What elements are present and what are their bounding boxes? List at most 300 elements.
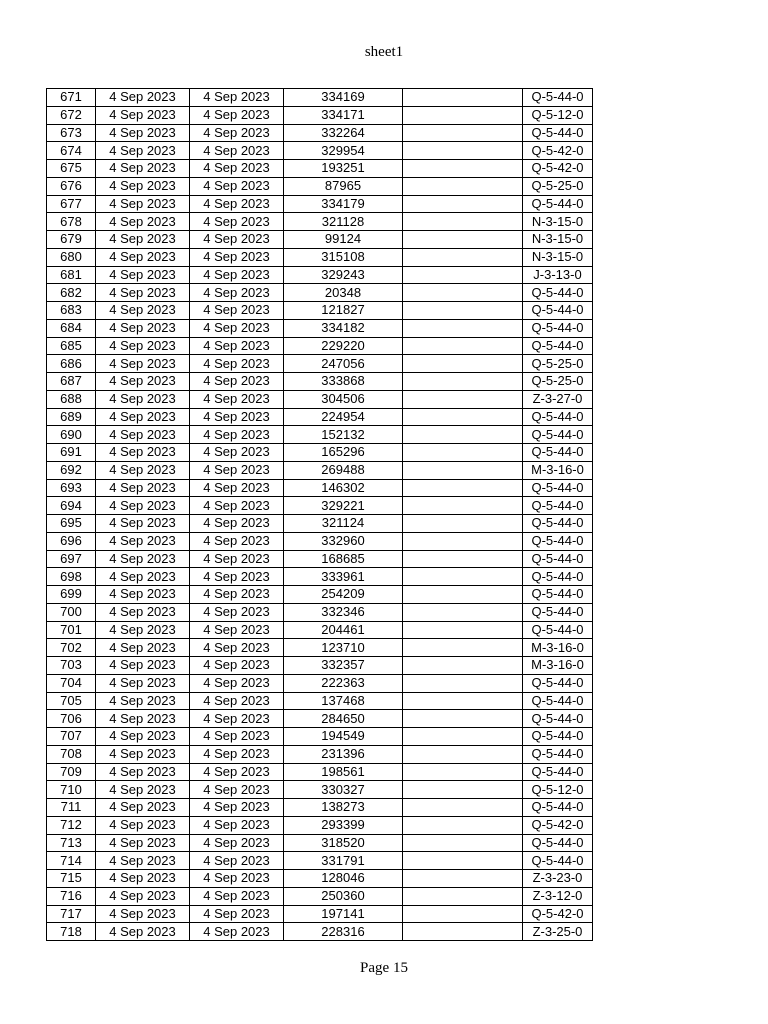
date-cell-2: 4 Sep 2023	[190, 532, 284, 550]
code-cell: Q-5-44-0	[523, 284, 593, 302]
empty-cell	[403, 160, 523, 178]
row-number-cell: 671	[47, 89, 96, 107]
code-cell: Q-5-12-0	[523, 781, 593, 799]
date-cell-2: 4 Sep 2023	[190, 461, 284, 479]
id-number-cell: 152132	[284, 426, 403, 444]
code-cell: Q-5-25-0	[523, 355, 593, 373]
code-cell: Z-3-23-0	[523, 870, 593, 888]
date-cell-1: 4 Sep 2023	[96, 408, 190, 426]
date-cell-1: 4 Sep 2023	[96, 745, 190, 763]
id-number-cell: 332357	[284, 657, 403, 675]
empty-cell	[403, 319, 523, 337]
date-cell-1: 4 Sep 2023	[96, 639, 190, 657]
table-row	[47, 639, 593, 657]
date-cell-2: 4 Sep 2023	[190, 266, 284, 284]
date-cell-1: 4 Sep 2023	[96, 568, 190, 586]
date-cell-1: 4 Sep 2023	[96, 834, 190, 852]
id-number-cell: 99124	[284, 231, 403, 249]
code-cell: N-3-15-0	[523, 213, 593, 231]
code-cell: Q-5-44-0	[523, 195, 593, 213]
table-row	[47, 160, 593, 178]
table-row	[47, 284, 593, 302]
empty-cell	[403, 124, 523, 142]
table-row	[47, 550, 593, 568]
code-cell: Z-3-27-0	[523, 390, 593, 408]
id-number-cell: 87965	[284, 177, 403, 195]
empty-cell	[403, 781, 523, 799]
table-row	[47, 728, 593, 746]
row-number-cell: 699	[47, 586, 96, 604]
table-row	[47, 89, 593, 107]
id-number-cell: 329243	[284, 266, 403, 284]
row-number-cell: 710	[47, 781, 96, 799]
row-number-cell: 674	[47, 142, 96, 160]
empty-cell	[403, 373, 523, 391]
date-cell-2: 4 Sep 2023	[190, 923, 284, 941]
date-cell-2: 4 Sep 2023	[190, 745, 284, 763]
code-cell: Q-5-44-0	[523, 799, 593, 817]
code-cell: Q-5-42-0	[523, 142, 593, 160]
row-number-cell: 709	[47, 763, 96, 781]
empty-cell	[403, 106, 523, 124]
date-cell-2: 4 Sep 2023	[190, 692, 284, 710]
row-number-cell: 687	[47, 373, 96, 391]
date-cell-1: 4 Sep 2023	[96, 231, 190, 249]
row-number-cell: 700	[47, 603, 96, 621]
row-number-cell: 679	[47, 231, 96, 249]
row-number-cell: 680	[47, 248, 96, 266]
empty-cell	[403, 692, 523, 710]
row-number-cell: 702	[47, 639, 96, 657]
row-number-cell: 682	[47, 284, 96, 302]
row-number-cell: 676	[47, 177, 96, 195]
date-cell-1: 4 Sep 2023	[96, 213, 190, 231]
empty-cell	[403, 621, 523, 639]
id-number-cell: 222363	[284, 674, 403, 692]
empty-cell	[403, 355, 523, 373]
row-number-cell: 703	[47, 657, 96, 675]
date-cell-1: 4 Sep 2023	[96, 497, 190, 515]
table-row	[47, 373, 593, 391]
id-number-cell: 331791	[284, 852, 403, 870]
empty-cell	[403, 639, 523, 657]
date-cell-2: 4 Sep 2023	[190, 550, 284, 568]
table-row	[47, 515, 593, 533]
date-cell-2: 4 Sep 2023	[190, 390, 284, 408]
id-number-cell: 321128	[284, 213, 403, 231]
id-number-cell: 197141	[284, 905, 403, 923]
table-row	[47, 834, 593, 852]
id-number-cell: 138273	[284, 799, 403, 817]
code-cell: Q-5-44-0	[523, 621, 593, 639]
id-number-cell: 123710	[284, 639, 403, 657]
date-cell-1: 4 Sep 2023	[96, 674, 190, 692]
table-row	[47, 674, 593, 692]
date-cell-1: 4 Sep 2023	[96, 923, 190, 941]
empty-cell	[403, 444, 523, 462]
date-cell-2: 4 Sep 2023	[190, 479, 284, 497]
row-number-cell: 698	[47, 568, 96, 586]
date-cell-2: 4 Sep 2023	[190, 89, 284, 107]
date-cell-1: 4 Sep 2023	[96, 692, 190, 710]
date-cell-2: 4 Sep 2023	[190, 728, 284, 746]
code-cell: J-3-13-0	[523, 266, 593, 284]
id-number-cell: 284650	[284, 710, 403, 728]
id-number-cell: 329221	[284, 497, 403, 515]
id-number-cell: 329954	[284, 142, 403, 160]
id-number-cell: 121827	[284, 302, 403, 320]
code-cell: Q-5-44-0	[523, 603, 593, 621]
id-number-cell: 193251	[284, 160, 403, 178]
date-cell-2: 4 Sep 2023	[190, 337, 284, 355]
empty-cell	[403, 390, 523, 408]
date-cell-1: 4 Sep 2023	[96, 124, 190, 142]
table-row	[47, 408, 593, 426]
date-cell-2: 4 Sep 2023	[190, 231, 284, 249]
code-cell: Q-5-44-0	[523, 745, 593, 763]
row-number-cell: 691	[47, 444, 96, 462]
code-cell: Q-5-44-0	[523, 763, 593, 781]
table-row	[47, 444, 593, 462]
date-cell-2: 4 Sep 2023	[190, 284, 284, 302]
date-cell-2: 4 Sep 2023	[190, 106, 284, 124]
date-cell-1: 4 Sep 2023	[96, 266, 190, 284]
date-cell-2: 4 Sep 2023	[190, 426, 284, 444]
date-cell-2: 4 Sep 2023	[190, 177, 284, 195]
row-number-cell: 708	[47, 745, 96, 763]
code-cell: Q-5-44-0	[523, 408, 593, 426]
date-cell-2: 4 Sep 2023	[190, 568, 284, 586]
id-number-cell: 333961	[284, 568, 403, 586]
table-row	[47, 302, 593, 320]
date-cell-1: 4 Sep 2023	[96, 887, 190, 905]
empty-cell	[403, 568, 523, 586]
date-cell-1: 4 Sep 2023	[96, 852, 190, 870]
date-cell-2: 4 Sep 2023	[190, 248, 284, 266]
row-number-cell: 692	[47, 461, 96, 479]
date-cell-2: 4 Sep 2023	[190, 852, 284, 870]
code-cell: M-3-16-0	[523, 639, 593, 657]
row-number-cell: 701	[47, 621, 96, 639]
table-row	[47, 710, 593, 728]
row-number-cell: 715	[47, 870, 96, 888]
table-row	[47, 816, 593, 834]
date-cell-2: 4 Sep 2023	[190, 870, 284, 888]
empty-cell	[403, 852, 523, 870]
date-cell-1: 4 Sep 2023	[96, 532, 190, 550]
data-table	[46, 88, 593, 941]
date-cell-2: 4 Sep 2023	[190, 674, 284, 692]
code-cell: Q-5-44-0	[523, 515, 593, 533]
date-cell-1: 4 Sep 2023	[96, 355, 190, 373]
date-cell-1: 4 Sep 2023	[96, 302, 190, 320]
date-cell-2: 4 Sep 2023	[190, 373, 284, 391]
table-row	[47, 355, 593, 373]
row-number-cell: 707	[47, 728, 96, 746]
id-number-cell: 332264	[284, 124, 403, 142]
table-row	[47, 426, 593, 444]
code-cell: Q-5-44-0	[523, 337, 593, 355]
date-cell-1: 4 Sep 2023	[96, 284, 190, 302]
row-number-cell: 688	[47, 390, 96, 408]
id-number-cell: 146302	[284, 479, 403, 497]
row-number-cell: 690	[47, 426, 96, 444]
id-number-cell: 332960	[284, 532, 403, 550]
code-cell: Q-5-12-0	[523, 106, 593, 124]
id-number-cell: 334179	[284, 195, 403, 213]
date-cell-2: 4 Sep 2023	[190, 799, 284, 817]
page-number: Page 15	[360, 960, 408, 976]
id-number-cell: 332346	[284, 603, 403, 621]
date-cell-2: 4 Sep 2023	[190, 586, 284, 604]
row-number-cell: 685	[47, 337, 96, 355]
empty-cell	[403, 337, 523, 355]
table-row	[47, 142, 593, 160]
row-number-cell: 678	[47, 213, 96, 231]
date-cell-2: 4 Sep 2023	[190, 213, 284, 231]
code-cell: Q-5-25-0	[523, 177, 593, 195]
empty-cell	[403, 266, 523, 284]
code-cell: Q-5-44-0	[523, 586, 593, 604]
id-number-cell: 194549	[284, 728, 403, 746]
row-number-cell: 673	[47, 124, 96, 142]
code-cell: Q-5-44-0	[523, 568, 593, 586]
code-cell: N-3-15-0	[523, 248, 593, 266]
date-cell-1: 4 Sep 2023	[96, 479, 190, 497]
table-row	[47, 692, 593, 710]
empty-cell	[403, 923, 523, 941]
date-cell-2: 4 Sep 2023	[190, 834, 284, 852]
code-cell: Q-5-42-0	[523, 905, 593, 923]
date-cell-2: 4 Sep 2023	[190, 657, 284, 675]
empty-cell	[403, 408, 523, 426]
row-number-cell: 684	[47, 319, 96, 337]
row-number-cell: 677	[47, 195, 96, 213]
date-cell-1: 4 Sep 2023	[96, 550, 190, 568]
date-cell-1: 4 Sep 2023	[96, 444, 190, 462]
code-cell: M-3-16-0	[523, 461, 593, 479]
empty-cell	[403, 302, 523, 320]
date-cell-2: 4 Sep 2023	[190, 763, 284, 781]
date-cell-2: 4 Sep 2023	[190, 816, 284, 834]
table-row	[47, 319, 593, 337]
id-number-cell: 224954	[284, 408, 403, 426]
empty-cell	[403, 905, 523, 923]
row-number-cell: 683	[47, 302, 96, 320]
table-row	[47, 195, 593, 213]
date-cell-1: 4 Sep 2023	[96, 248, 190, 266]
table-row	[47, 621, 593, 639]
date-cell-1: 4 Sep 2023	[96, 390, 190, 408]
row-number-cell: 695	[47, 515, 96, 533]
table-row	[47, 923, 593, 941]
empty-cell	[403, 816, 523, 834]
code-cell: Q-5-44-0	[523, 692, 593, 710]
table-row	[47, 603, 593, 621]
date-cell-2: 4 Sep 2023	[190, 621, 284, 639]
empty-cell	[403, 586, 523, 604]
empty-cell	[403, 710, 523, 728]
date-cell-1: 4 Sep 2023	[96, 710, 190, 728]
date-cell-1: 4 Sep 2023	[96, 89, 190, 107]
date-cell-1: 4 Sep 2023	[96, 337, 190, 355]
code-cell: Q-5-44-0	[523, 710, 593, 728]
table-row	[47, 337, 593, 355]
id-number-cell: 334171	[284, 106, 403, 124]
id-number-cell: 20348	[284, 284, 403, 302]
empty-cell	[403, 248, 523, 266]
table-row	[47, 177, 593, 195]
row-number-cell: 706	[47, 710, 96, 728]
date-cell-1: 4 Sep 2023	[96, 142, 190, 160]
table-row	[47, 124, 593, 142]
empty-cell	[403, 479, 523, 497]
empty-cell	[403, 763, 523, 781]
empty-cell	[403, 177, 523, 195]
date-cell-1: 4 Sep 2023	[96, 728, 190, 746]
code-cell: Q-5-44-0	[523, 89, 593, 107]
date-cell-1: 4 Sep 2023	[96, 816, 190, 834]
code-cell: Q-5-44-0	[523, 834, 593, 852]
code-cell: Q-5-25-0	[523, 373, 593, 391]
date-cell-1: 4 Sep 2023	[96, 426, 190, 444]
table-row	[47, 568, 593, 586]
date-cell-1: 4 Sep 2023	[96, 870, 190, 888]
row-number-cell: 716	[47, 887, 96, 905]
date-cell-1: 4 Sep 2023	[96, 657, 190, 675]
table-row	[47, 479, 593, 497]
row-number-cell: 717	[47, 905, 96, 923]
table-row	[47, 745, 593, 763]
empty-cell	[403, 532, 523, 550]
table-row	[47, 497, 593, 515]
id-number-cell: 334169	[284, 89, 403, 107]
date-cell-1: 4 Sep 2023	[96, 461, 190, 479]
code-cell: Q-5-42-0	[523, 160, 593, 178]
table-row	[47, 781, 593, 799]
code-cell: Q-5-44-0	[523, 302, 593, 320]
id-number-cell: 228316	[284, 923, 403, 941]
code-cell: N-3-15-0	[523, 231, 593, 249]
date-cell-1: 4 Sep 2023	[96, 195, 190, 213]
id-number-cell: 165296	[284, 444, 403, 462]
date-cell-2: 4 Sep 2023	[190, 142, 284, 160]
empty-cell	[403, 231, 523, 249]
empty-cell	[403, 515, 523, 533]
code-cell: Z-3-25-0	[523, 923, 593, 941]
date-cell-2: 4 Sep 2023	[190, 124, 284, 142]
date-cell-2: 4 Sep 2023	[190, 195, 284, 213]
id-number-cell: 321124	[284, 515, 403, 533]
date-cell-1: 4 Sep 2023	[96, 621, 190, 639]
code-cell: Q-5-44-0	[523, 124, 593, 142]
row-number-cell: 694	[47, 497, 96, 515]
code-cell: Q-5-44-0	[523, 444, 593, 462]
id-number-cell: 334182	[284, 319, 403, 337]
code-cell: Q-5-44-0	[523, 550, 593, 568]
table-row	[47, 248, 593, 266]
code-cell: Q-5-44-0	[523, 674, 593, 692]
date-cell-2: 4 Sep 2023	[190, 444, 284, 462]
id-number-cell: 168685	[284, 550, 403, 568]
date-cell-2: 4 Sep 2023	[190, 319, 284, 337]
id-number-cell: 269488	[284, 461, 403, 479]
id-number-cell: 247056	[284, 355, 403, 373]
date-cell-1: 4 Sep 2023	[96, 106, 190, 124]
row-number-cell: 697	[47, 550, 96, 568]
id-number-cell: 204461	[284, 621, 403, 639]
row-number-cell: 693	[47, 479, 96, 497]
row-number-cell: 718	[47, 923, 96, 941]
empty-cell	[403, 213, 523, 231]
empty-cell	[403, 870, 523, 888]
date-cell-1: 4 Sep 2023	[96, 781, 190, 799]
date-cell-1: 4 Sep 2023	[96, 515, 190, 533]
id-number-cell: 318520	[284, 834, 403, 852]
date-cell-1: 4 Sep 2023	[96, 373, 190, 391]
date-cell-1: 4 Sep 2023	[96, 799, 190, 817]
code-cell: Q-5-44-0	[523, 728, 593, 746]
id-number-cell: 293399	[284, 816, 403, 834]
row-number-cell: 705	[47, 692, 96, 710]
id-number-cell: 229220	[284, 337, 403, 355]
empty-cell	[403, 89, 523, 107]
row-number-cell: 689	[47, 408, 96, 426]
date-cell-2: 4 Sep 2023	[190, 603, 284, 621]
table-body	[47, 89, 593, 941]
empty-cell	[403, 674, 523, 692]
id-number-cell: 315108	[284, 248, 403, 266]
date-cell-1: 4 Sep 2023	[96, 177, 190, 195]
date-cell-1: 4 Sep 2023	[96, 763, 190, 781]
date-cell-1: 4 Sep 2023	[96, 586, 190, 604]
code-cell: Q-5-44-0	[523, 532, 593, 550]
date-cell-2: 4 Sep 2023	[190, 887, 284, 905]
id-number-cell: 137468	[284, 692, 403, 710]
id-number-cell: 304506	[284, 390, 403, 408]
table-row	[47, 266, 593, 284]
empty-cell	[403, 142, 523, 160]
row-number-cell: 704	[47, 674, 96, 692]
table-row	[47, 390, 593, 408]
row-number-cell: 714	[47, 852, 96, 870]
table-row	[47, 763, 593, 781]
id-number-cell: 330327	[284, 781, 403, 799]
date-cell-2: 4 Sep 2023	[190, 355, 284, 373]
id-number-cell: 254209	[284, 586, 403, 604]
date-cell-2: 4 Sep 2023	[190, 905, 284, 923]
row-number-cell: 711	[47, 799, 96, 817]
sheet-title: sheet1	[364, 44, 404, 60]
row-number-cell: 712	[47, 816, 96, 834]
id-number-cell: 231396	[284, 745, 403, 763]
id-number-cell: 128046	[284, 870, 403, 888]
code-cell: Q-5-44-0	[523, 426, 593, 444]
empty-cell	[403, 497, 523, 515]
date-cell-2: 4 Sep 2023	[190, 710, 284, 728]
date-cell-2: 4 Sep 2023	[190, 515, 284, 533]
empty-cell	[403, 834, 523, 852]
date-cell-1: 4 Sep 2023	[96, 603, 190, 621]
table-row	[47, 799, 593, 817]
date-cell-2: 4 Sep 2023	[190, 497, 284, 515]
row-number-cell: 686	[47, 355, 96, 373]
table-row	[47, 461, 593, 479]
date-cell-2: 4 Sep 2023	[190, 408, 284, 426]
row-number-cell: 696	[47, 532, 96, 550]
table-row	[47, 870, 593, 888]
date-cell-1: 4 Sep 2023	[96, 905, 190, 923]
